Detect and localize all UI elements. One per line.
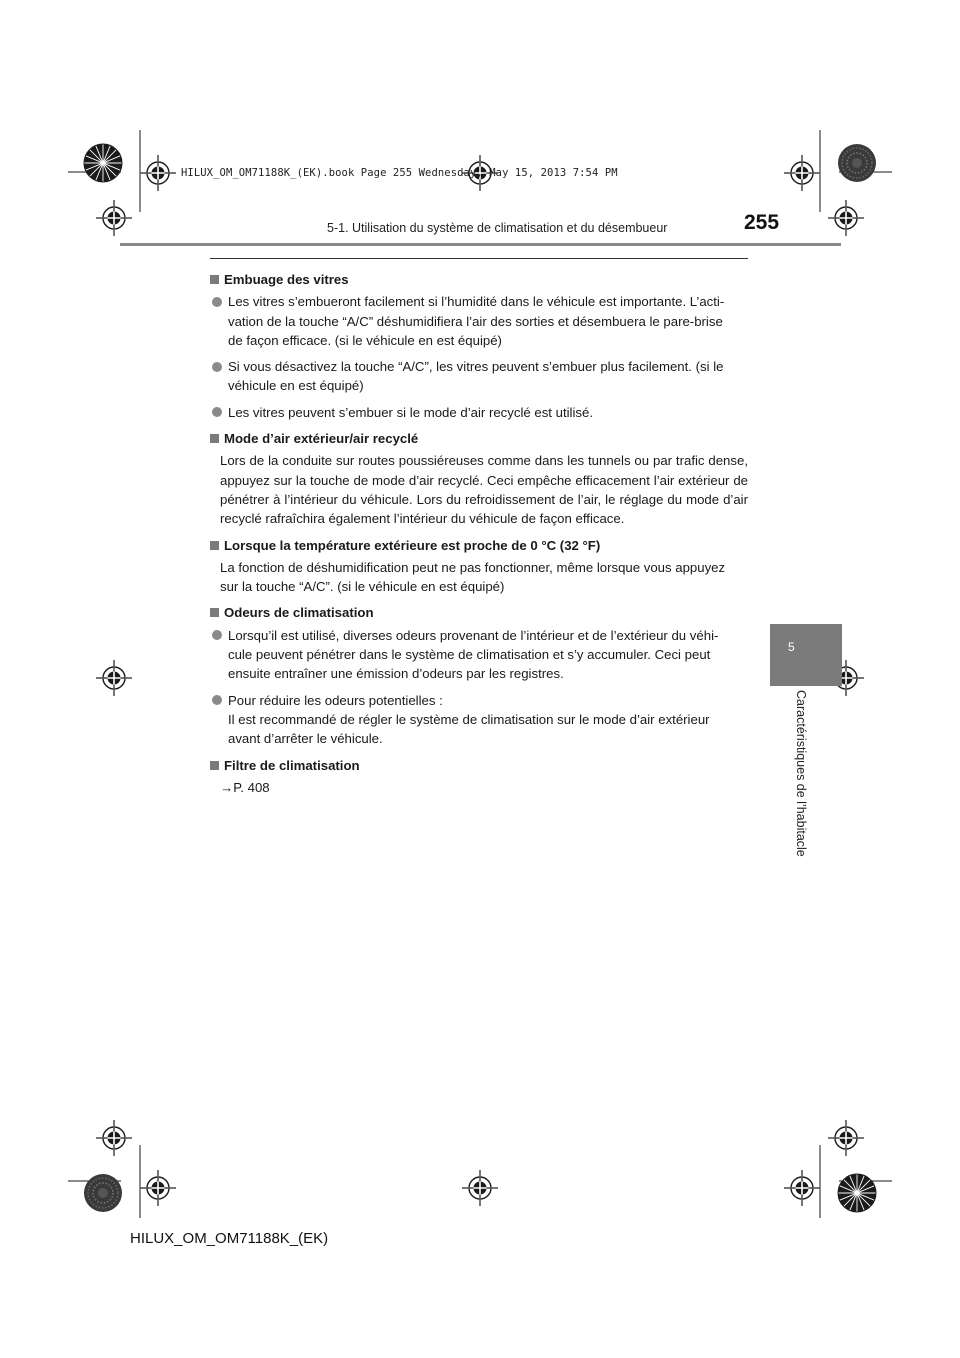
section-heading: Mode d’air extérieur/air recyclé <box>210 429 748 448</box>
square-bullet-icon <box>210 434 219 443</box>
header-rule <box>120 243 841 246</box>
bullet-item: Pour réduire les odeurs potentielles : Il est recommandé de régler le système de climatisation sur le mode d’air extérieur avant d’arrêter le véhicule. <box>212 691 748 749</box>
page-number: 255 <box>744 211 780 234</box>
square-bullet-icon <box>210 761 219 770</box>
chapter-tab <box>770 624 842 686</box>
document-id: HILUX_OM_OM71188K_(EK) <box>130 1230 329 1247</box>
section-ac-filter <box>210 756 748 798</box>
main-content <box>210 270 748 804</box>
round-bullet-icon <box>212 695 222 705</box>
round-bullet-icon <box>212 297 222 307</box>
round-bullet-icon <box>212 630 222 640</box>
bullet-item: Les vitres s’embueront facilement si l’humidité dans le véhicule est importante. L’acti- vation de la touche “A/C” déshumidifiera l’air des sorties et désembuera le pare-brise de façon efficace. (si le véhicule en est équipé) <box>212 292 748 350</box>
section-heading: Embuage des vitres <box>210 270 748 289</box>
section-heading: Filtre de climatisation <box>210 756 748 775</box>
chapter-number: 5 <box>788 640 795 654</box>
section-air-mode <box>210 429 748 528</box>
section-odors <box>210 603 748 748</box>
section-low-temperature <box>210 536 748 597</box>
section-window-fogging <box>210 270 748 422</box>
bullet-item: Les vitres peuvent s’embuer si le mode d’air recyclé est utilisé. <box>212 403 748 422</box>
section-heading: Lorsque la température extérieure est proche de 0 °C (32 °F) <box>210 536 748 555</box>
square-bullet-icon <box>210 275 219 284</box>
section-heading: Odeurs de climatisation <box>210 603 748 622</box>
section-title: 5-1. Utilisation du système de climatisation et du désembueur <box>327 221 668 235</box>
bullet-item: Si vous désactivez la touche “A/C”, les vitres peuvent s’embuer plus facilement. (si le véhicule en est équipé) <box>212 357 748 396</box>
page-reference-link[interactable]: →P. 408 <box>220 779 270 795</box>
round-bullet-icon <box>212 407 222 417</box>
chapter-title: Caractéristiques de l’habitacle <box>794 690 808 857</box>
square-bullet-icon <box>210 608 219 617</box>
section-paragraph: Lors de la conduite sur routes poussiéreuses comme dans les tunnels ou par trafic dense, appuyez sur la touche de mode d’air recyclé. Ceci empêche efficacement l’air extérieur de pénétrer à l’intérieur du véhicule. Lors du refroidissement de l’air, le réglage du mode d’air recyclé rafraîchira également l’intérieur du véhicule de façon efficace. <box>220 453 748 527</box>
round-bullet-icon <box>212 362 222 372</box>
content-top-rule <box>210 258 748 259</box>
bullet-item: Lorsqu’il est utilisé, diverses odeurs provenant de l’intérieur et de l’extérieur du véhi- cule peuvent pénétrer dans le système de climatisation et s’y accumuler. Ceci peut ensuite entraîner une émission d’odeurs par les registres. <box>212 626 748 684</box>
book-stamp: HILUX_OM_OM71188K_(EK).book Page 255 Wednesday, May 15, 2013 7:54 PM <box>181 167 618 179</box>
square-bullet-icon <box>210 541 219 550</box>
section-paragraph: La fonction de déshumidification peut ne pas fonctionner, même lorsque vous appuyez sur la touche “A/C”. (si le véhicule en est équipé) <box>220 559 726 595</box>
